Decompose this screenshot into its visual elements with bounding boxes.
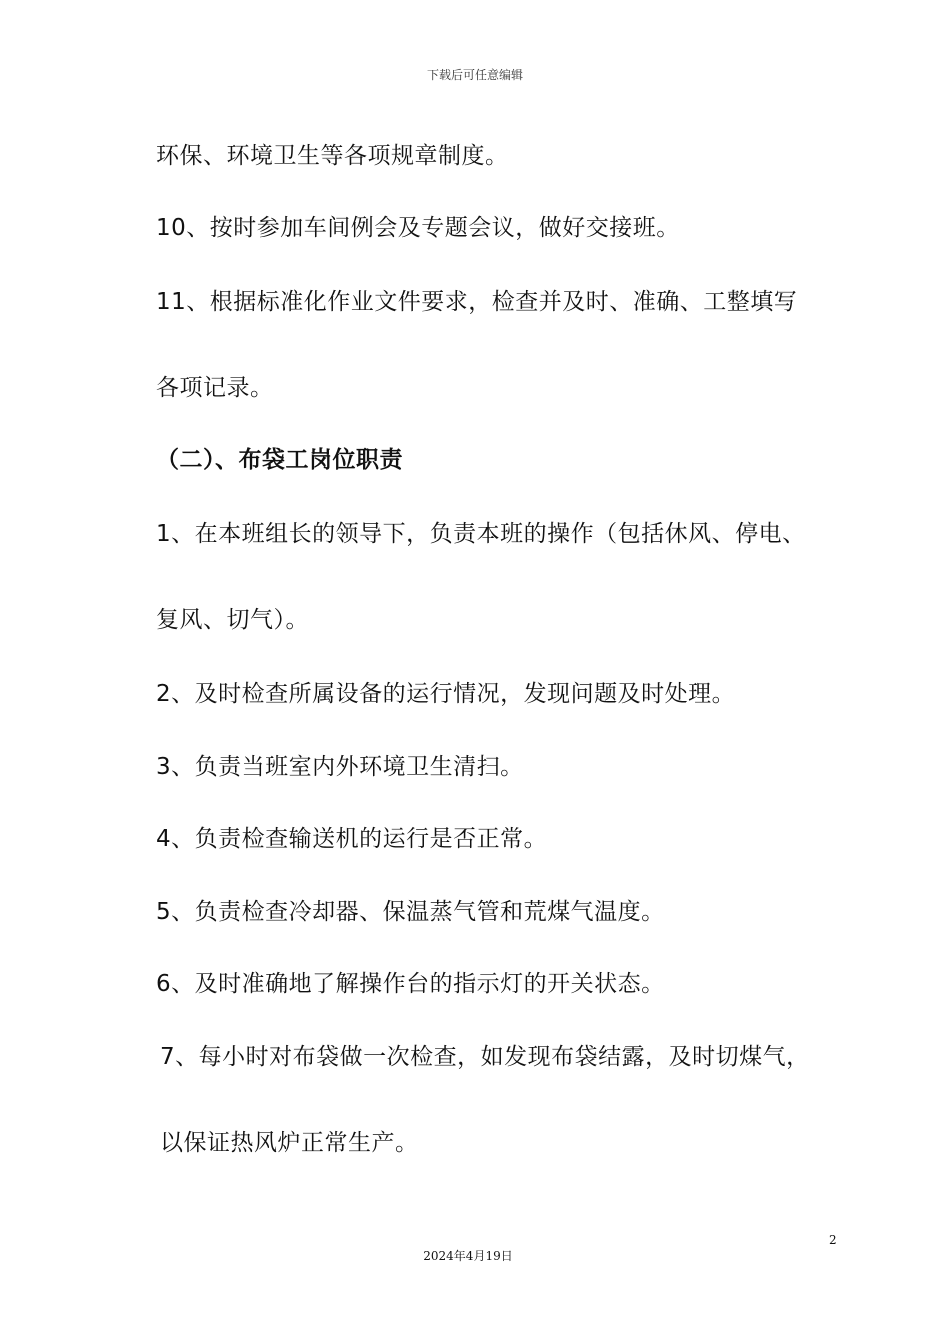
page-number: 2 bbox=[829, 1233, 837, 1247]
text-line-item-1: 1、在本班组长的领导下，负责本班的操作（包括休风、停电、 bbox=[156, 521, 806, 547]
text-line-item-11: 11、根据标准化作业文件要求，检查并及时、准确、工整填写 bbox=[156, 289, 798, 315]
text-line-item-5: 5、负责检查冷却器、保温蒸气管和荒煤气温度。 bbox=[156, 899, 665, 925]
section-heading: （二）、布袋工岗位职责 bbox=[156, 447, 403, 473]
text-line-item-4: 4、负责检查输送机的运行是否正常。 bbox=[156, 826, 548, 852]
text-line-regulations: 环保、环境卫生等各项规章制度。 bbox=[156, 143, 509, 169]
text-line-item-1-cont: 复风、切气）。 bbox=[156, 607, 309, 633]
text-line-item-6: 6、及时准确地了解操作台的指示灯的开关状态。 bbox=[156, 971, 665, 997]
text-line-item-2: 2、及时检查所属设备的运行情况，发现问题及时处理。 bbox=[156, 681, 736, 707]
text-line-item-3: 3、负责当班室内外环境卫生清扫。 bbox=[156, 754, 524, 780]
text-line-item-11-cont: 各项记录。 bbox=[156, 375, 274, 401]
text-line-item-10: 10、按时参加车间例会及专题会议，做好交接班。 bbox=[156, 215, 680, 241]
footer-date: 2024年4月19日 bbox=[423, 1249, 513, 1263]
text-line-item-7-cont: 以保证热风炉正常生产。 bbox=[160, 1130, 419, 1156]
text-line-item-7: 7、每小时对布袋做一次检查，如发现布袋结露，及时切煤气， bbox=[160, 1044, 810, 1070]
page-header: 下载后可任意编辑 bbox=[426, 68, 523, 82]
